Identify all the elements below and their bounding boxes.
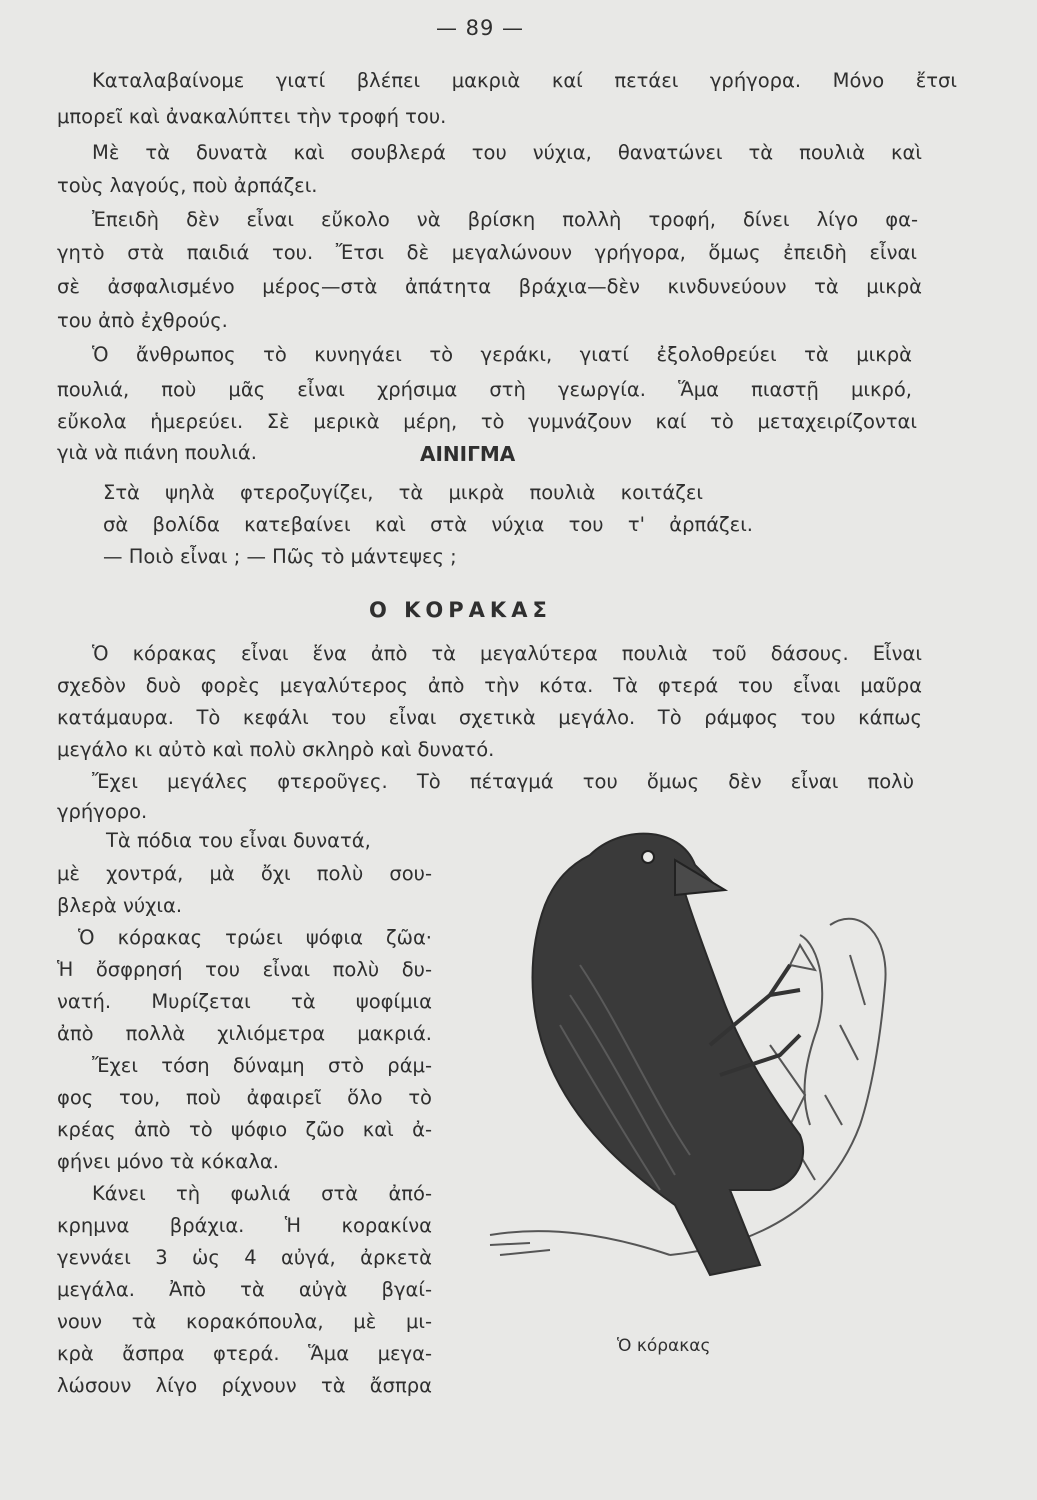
raven-drawing [533, 834, 804, 1275]
text-line: πουλιά, ποὺ μᾶς εἶναι χρήσιμα στὴ γεωργία. Ἅμα πιαστῇ μικρό, [57, 378, 912, 401]
text-line: σὲ ἀσφαλισμένο μέρος—στὰ ἀπάτητα βράχια—δὲν κινδυνεύουν τὰ μικρὰ [57, 275, 922, 298]
column-line: Κάνει τὴ φωλιά στὰ ἀπό- [92, 1182, 432, 1205]
riddle-line: Στὰ ψηλὰ φτεροζυγίζει, τὰ μικρὰ πουλιὰ κοιτάζει [103, 481, 703, 504]
text-line: γρήγορο. [57, 800, 148, 823]
text-line: Ὁ κόρακας εἶναι ἕνα ἀπὸ τὰ μεγαλύτερα πουλιὰ τοῦ δάσους. Εἶναι [92, 642, 922, 665]
column-line: βλερὰ νύχια. [57, 894, 183, 917]
column-line: Ὁ κόρακας τρώει ψόφια ζῶα· [78, 926, 432, 949]
text-line: Ὁ ἄνθρωπος τὸ κυνηγάει τὸ γεράκι, γιατί ἐξολοθρεύει τὰ μικρὰ [92, 343, 912, 366]
section-title: Ο ΚΟΡΑΚΑΣ [369, 598, 552, 622]
column-line: Ἡ ὄσφρησή του εἶναι πολὺ δυ- [57, 958, 432, 981]
page-number: — 89 — [435, 16, 525, 40]
column-line: γεννάει 3 ὡς 4 αὐγά, ἀρκετὰ [57, 1246, 432, 1269]
riddle-line: — Ποιὸ εἶναι ; — Πῶς τὸ μάντεψες ; [103, 545, 457, 568]
text-line: μπορεῖ καὶ ἀνακαλύπτει τὴν τροφή του. [57, 105, 447, 128]
text-line: του ἀπὸ ἐχθρούς. [57, 309, 228, 332]
column-line: νουν τὰ κορακόπουλα, μὲ μι- [57, 1310, 432, 1333]
raven-illustration [470, 795, 910, 1295]
column-line: κρέας ἀπὸ τὸ ψόφιο ζῶο καὶ ἀ- [57, 1118, 432, 1141]
column-line: φήνει μόνο τὰ κόκαλα. [57, 1150, 279, 1173]
column-line: κρημνα βράχια. Ἡ κορακίνα [57, 1214, 432, 1237]
column-line: κρὰ ἄσπρα φτερά. Ἅμα μεγα- [57, 1342, 432, 1365]
text-line: εὔκολα ἡμερεύει. Σὲ μερικὰ μέρη, τὸ γυμνάζουν καί τὸ μεταχειρίζονται [57, 410, 917, 433]
column-line: λώσουν λίγο ρίχνουν τὰ ἄσπρα [57, 1374, 432, 1397]
text-line: γιὰ νὰ πιάνη πουλιά. [57, 441, 257, 464]
text-line: Καταλαβαίνομε γιατί βλέπει μακριὰ καί πετάει γρήγορα. Μόνο ἔτσι [92, 69, 957, 92]
text-line: μεγάλο κι αὐτὸ καὶ πολὺ σκληρὸ καὶ δυνατό. [57, 738, 495, 761]
text-line: Ἔχει μεγάλες φτεροῦγες. Τὸ πέταγμά του ὅμως δὲν εἶναι πολὺ [92, 770, 914, 793]
column-line: μὲ χοντρά, μὰ ὄχι πολὺ σου- [57, 862, 432, 885]
column-line: μεγάλα. Ἀπὸ τὰ αὐγὰ βγαί- [57, 1278, 432, 1301]
column-line: Τὰ πόδια του εἶναι δυνατά, [106, 829, 371, 852]
text-line: κατάμαυρα. Τὸ κεφάλι του εἶναι σχετικὰ μεγάλο. Τὸ ράμφος του κάπως [57, 706, 922, 729]
riddle-line: σὰ βολίδα κατεβαίνει καὶ στὰ νύχια του τ' ἀρπάζει. [103, 513, 753, 536]
text-line: Ἐπειδὴ δὲν εἶναι εὔκολο νὰ βρίσκη πολλὴ τροφή, δίνει λίγο φα- [92, 208, 918, 231]
text-line: γητὸ στὰ παιδιά του. Ἔτσι δὲ μεγαλώνουν γρήγορα, ὅμως ἐπειδὴ εἶναι [57, 241, 917, 264]
text-line: τοὺς λαγούς, ποὺ ἀρπάζει. [57, 174, 318, 197]
column-line: νατή. Μυρίζεται τὰ ψοφίμια [57, 990, 432, 1013]
column-line: ἀπὸ πολλὰ χιλιόμετρα μακριά. [57, 1022, 432, 1045]
column-line: φος του, ποὺ ἀφαιρεῖ ὅλο τὸ [57, 1086, 432, 1109]
figure-caption: Ὁ κόρακας [617, 1336, 711, 1356]
riddle-title: ΑΙΝΙΓΜΑ [420, 442, 516, 466]
text-line: σχεδὸν δυὸ φορὲς μεγαλύτερος ἀπὸ τὴν κότα. Τὰ φτερά του εἶναι μαῦρα [57, 674, 922, 697]
column-line: Ἔχει τόση δύναμη στὸ ράμ- [92, 1054, 432, 1077]
text-line: Μὲ τὰ δυνατὰ καὶ σουβλερά του νύχια, θανατώνει τὰ πουλιὰ καὶ [92, 141, 922, 164]
